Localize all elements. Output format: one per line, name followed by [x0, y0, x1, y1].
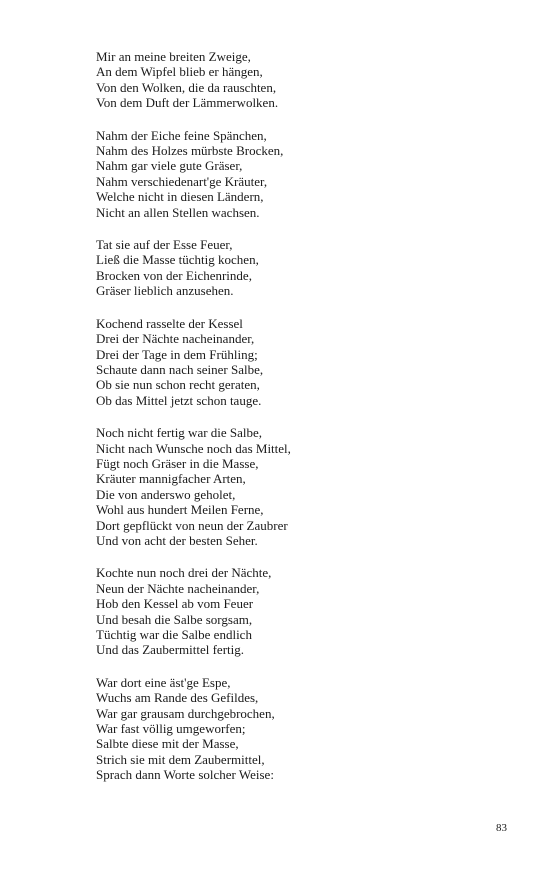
poem-line: Hob den Kessel ab vom Feuer [96, 596, 254, 612]
poem-line: Welche nicht in diesen Ländern, [96, 189, 264, 205]
page-number: 83 [496, 822, 507, 834]
poem-line: Sprach dann Worte solcher Weise: [96, 767, 274, 783]
poem-line: Nahm verschiedenart'ge Kräuter, [96, 173, 268, 189]
poem-line: An dem Wipfel blieb er hängen, [96, 64, 263, 80]
poem-line: Schaute dann nach seiner Salbe, [96, 361, 264, 377]
stanza [96, 565, 516, 657]
poem-line: Ob sie nun schon recht geraten, [96, 377, 260, 393]
poem-line: Und von acht der besten Seher. [96, 532, 258, 548]
poem-line: Gräser lieblich anzusehen. [96, 283, 234, 299]
poem-line: Dort gepflückt von neun der Zaubrer [96, 517, 288, 533]
poem-line: Ob das Mittel jetzt schon tauge. [96, 392, 262, 408]
poem-line: Nahm gar viele gute Gräser, [96, 158, 243, 174]
poem-line: Nahm des Holzes mürbste Brocken, [96, 143, 284, 159]
stanza [96, 128, 516, 220]
poem-line: Ließ die Masse tüchtig kochen, [96, 252, 259, 268]
poem-line: Tat sie auf der Esse Feuer, [96, 237, 233, 253]
stanza [96, 237, 516, 299]
poem-line: Noch nicht fertig war die Salbe, [96, 425, 263, 441]
stanza [96, 316, 516, 408]
poem-line: Nicht nach Wunsche noch das Mittel, [96, 440, 291, 456]
poem-line: Neun der Nächte nacheinander, [96, 580, 260, 596]
poem-line: Fügt noch Gräser in die Masse, [96, 455, 259, 471]
poem-line: Und besah die Salbe sorgsam, [96, 611, 253, 627]
stanza [96, 675, 516, 783]
poem-text [96, 49, 516, 800]
poem-line: Drei der Nächte nacheinander, [96, 331, 255, 347]
poem-line: Und das Zaubermittel fertig. [96, 642, 245, 658]
poem-line: Brocken von der Eichenrinde, [96, 267, 252, 283]
poem-line: Wuchs am Rande des Gefildes, [96, 690, 259, 706]
poem-line: War fast völlig umgeworfen; [96, 721, 246, 737]
poem-line: Von den Wolken, die da rauschten, [96, 79, 277, 95]
poem-line: Tüchtig war die Salbe endlich [96, 627, 252, 642]
poem-line: Mir an meine breiten Zweige, [96, 49, 251, 64]
stanza [96, 49, 516, 111]
poem-line: Die von anderswo geholet, [96, 486, 236, 502]
poem-line: Kochte nun noch drei der Nächte, [96, 565, 272, 581]
poem-line: War gar grausam durchgebrochen, [96, 705, 275, 721]
poem-line: Nahm der Eiche feine Spänchen, [96, 127, 267, 143]
stanza [96, 425, 516, 548]
poem-line: Von dem Duft der Lämmerwolken. [96, 95, 279, 111]
poem-line: Nicht an allen Stellen wachsen. [96, 204, 260, 220]
poem-line: Strich sie mit dem Zaubermittel, [96, 751, 265, 767]
poem-line: Drei der Tage in dem Frühling; [96, 346, 258, 362]
poem-line: Wohl aus hundert Meilen Ferne, [96, 502, 264, 518]
poem-line: Kochend rasselte der Kessel [96, 315, 243, 331]
poem-line: War dort eine äst'ge Espe, [96, 674, 231, 690]
poem-line: Salbte diese mit der Masse, [96, 736, 239, 752]
poem-line: Kräuter mannigfacher Arten, [96, 471, 246, 487]
